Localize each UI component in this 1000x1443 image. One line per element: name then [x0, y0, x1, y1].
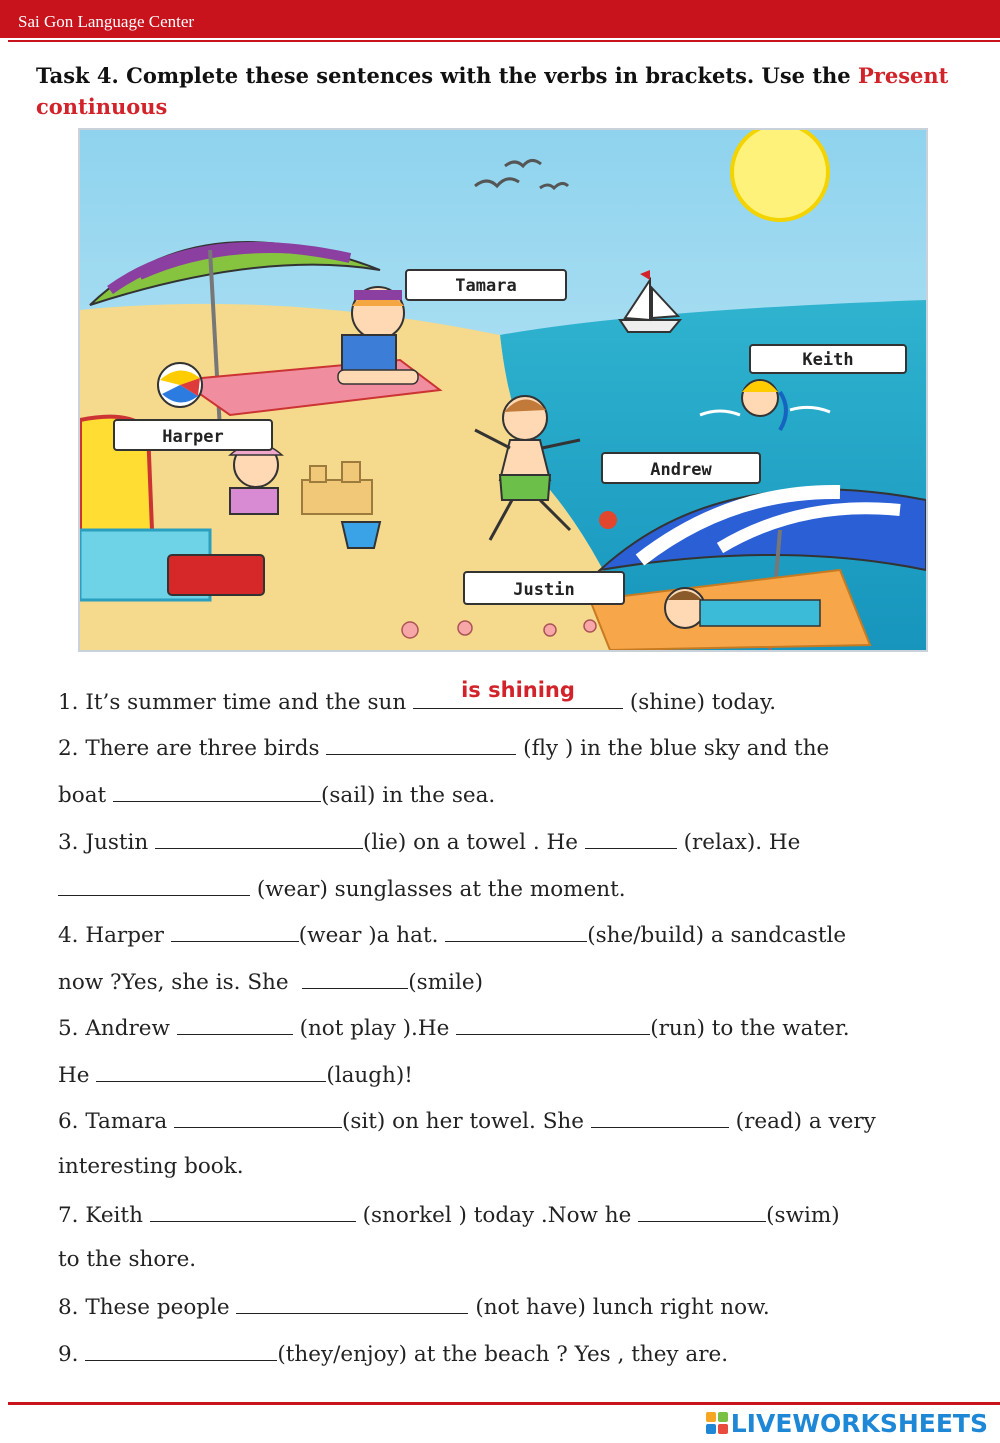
answer-blank-3c[interactable] — [58, 875, 250, 896]
label-keith — [750, 345, 906, 373]
task-tense: Present continuous — [36, 63, 949, 119]
header-divider — [8, 40, 1000, 42]
beach-scene-illustration — [78, 128, 928, 652]
header-bar — [0, 0, 1000, 38]
answer-blank-7b[interactable] — [638, 1201, 766, 1222]
label-andrew — [602, 453, 760, 483]
answer-blank-4b[interactable] — [445, 921, 587, 942]
exercise-line-10: 6. Tamara (sit) on her towel. She (read) a very — [58, 1109, 876, 1134]
sun — [732, 128, 828, 220]
exercise-line-15: 9. (they/enjoy) at the beach ? Yes , they are. — [58, 1342, 729, 1367]
label-justin — [464, 572, 624, 604]
exercise-line-1: 1. It’s summer time and the sun is shining (shine) today. — [58, 678, 777, 715]
label-keith-text: Keith — [802, 350, 854, 370]
exercise-line-14: 8. These people (not have) lunch right now. — [58, 1295, 770, 1320]
answer-blank-5a[interactable] — [177, 1014, 293, 1035]
answer-blank-4a[interactable] — [171, 921, 299, 942]
answer-text-1: is shining — [461, 678, 575, 702]
answer-blank-6b[interactable] — [591, 1107, 729, 1128]
crab — [599, 511, 617, 529]
answer-blank-8[interactable] — [236, 1293, 468, 1314]
label-harper — [114, 420, 272, 450]
answer-blank-2a[interactable] — [326, 734, 516, 755]
beach-ball — [158, 363, 202, 407]
center-name: Sai Gon Language Center — [18, 12, 195, 31]
answer-blank-3b[interactable] — [585, 828, 677, 849]
exercise-line-6: 4. Harper (wear )a hat. (she/build) a sandcastle — [58, 923, 847, 948]
exercise-line-13: to the shore. — [58, 1247, 197, 1272]
answer-blank-3a[interactable] — [155, 828, 363, 849]
exercise-line-3: boat (sail) in the sea. — [58, 783, 496, 808]
exercise-line-11: interesting book. — [58, 1154, 244, 1179]
bucket — [342, 522, 380, 548]
label-tamara — [406, 270, 566, 300]
exercise-line-5: (wear) sunglasses at the moment. — [58, 875, 626, 902]
label-tamara-text: Tamara — [455, 276, 517, 296]
footer-divider — [8, 1402, 1000, 1405]
exercise-line-8: 5. Andrew (not play ).He (run) to the water. — [58, 1016, 850, 1041]
brand-name: LIVEWORKSHEETS — [730, 1408, 988, 1438]
exercise-line-4: 3. Justin (lie) on a towel . He (relax). He — [58, 830, 801, 855]
answer-blank-4c[interactable] — [302, 968, 408, 989]
liveworksheets-logo — [706, 1408, 988, 1438]
label-justin-text: Justin — [513, 580, 575, 600]
answer-blank-6a[interactable] — [174, 1107, 342, 1128]
answer-blank-2b[interactable] — [113, 781, 321, 802]
answer-blank-7a[interactable] — [150, 1201, 356, 1222]
label-harper-text: Harper — [162, 427, 224, 447]
liveworksheets-icon — [706, 1412, 728, 1434]
harper-figure — [230, 443, 282, 514]
red-cooler — [168, 555, 264, 595]
exercise-line-7: now ?Yes, she is. She (smile) — [58, 970, 483, 995]
label-andrew-text: Andrew — [650, 460, 712, 480]
task-text: Task 4. Complete these sentences with the verbs in brackets. Use the — [36, 63, 858, 88]
answer-blank-5c[interactable] — [96, 1061, 326, 1082]
answer-blank-1[interactable] — [413, 678, 623, 709]
answer-blank-5b[interactable] — [456, 1014, 650, 1035]
exercise-line-9: He (laugh)! — [58, 1063, 413, 1088]
task-instruction — [36, 60, 976, 122]
exercise-line-2: 2. There are three birds (fly ) in the blue sky and the — [58, 736, 830, 761]
exercise-line-12: 7. Keith (snorkel ) today .Now he (swim) — [58, 1203, 840, 1228]
answer-blank-9[interactable] — [85, 1340, 277, 1361]
